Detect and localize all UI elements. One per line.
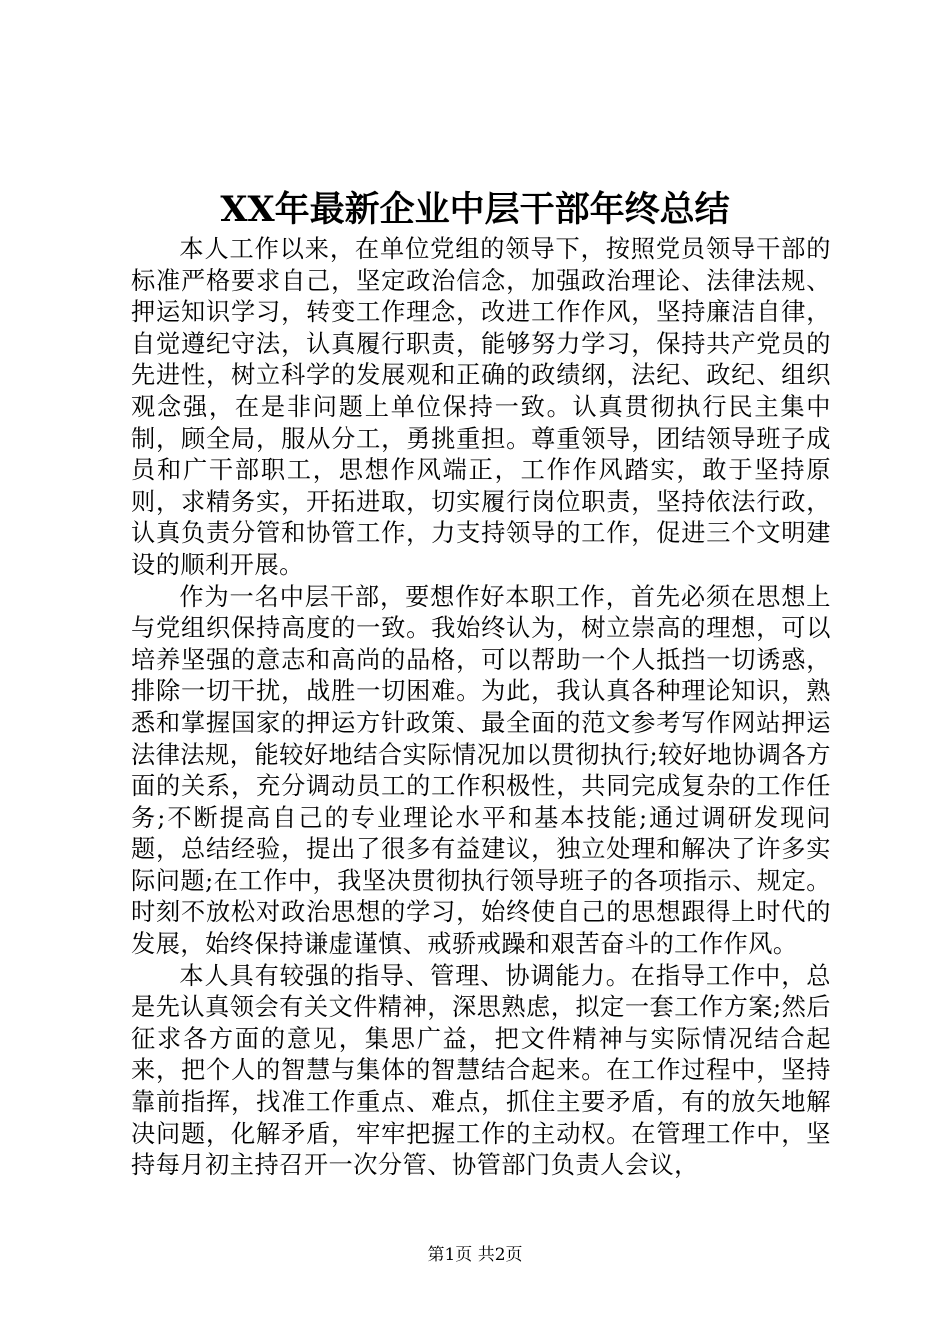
paragraph-3: 本人具有较强的指导、管理、协调能力。在指导工作中，总是先认真领会有关文件精神，深思熟虑，拟定一套工作方案;然后征求各方面的意见，集思广益，把文件精神与实际情况结合起来，把个人的智慧与集体的智慧结合起来。在工作过程中，坚持靠前指挥，找准工作重点、难点，抓住主要矛盾，有的放矢地解决问题，化解矛盾，牢牢把握工作的主动权。在管理工作中，坚持每月初主持召开一次分管、协管部门负责人会议， xyxy=(131,961,831,1180)
paragraph-1: 本人工作以来，在单位党组的领导下，按照党员领导干部的标准严格要求自己，坚定政治信念，加强政治理论、法律法规、押运知识学习，转变工作理念，改进工作作风，坚持廉洁自律，自觉遵纪守法，认真履行职责，能够努力学习，保持共产党员的先进性，树立科学的发展观和正确的政绩纲，法纪、政纪、组织观念强，在是非问题上单位保持一致。认真贯彻执行民主集中制，顾全局，服从分工，勇挑重担。尊重领导，团结领导班子成员和广干部职工，思想作风端正，工作作风踏实，敢于坚持原则，求精务实，开拓进取，切实履行岗位职责，坚持依法行政，认真负责分管和协管工作，力支持领导的工作，促进三个文明建设的顺利开展。 xyxy=(131,235,831,579)
document-title: XX年最新企业中层干部年终总结 xyxy=(220,189,730,230)
document-body xyxy=(131,234,831,1182)
page-footer xyxy=(0,1244,950,1266)
page-number-indicator: 第1页 共2页 xyxy=(427,1245,523,1265)
paragraph-2: 作为一名中层干部，要想作好本职工作，首先必须在思想上与党组织保持高度的一致。我始终认为，树立崇高的理想，可以培养坚强的意志和高尚的品格，可以帮助一个人抵挡一切诱惑，排除一切干扰，战胜一切困难。为此，我认真各种理论知识，熟悉和掌握国家的押运方针政策、最全面的范文参考写作网站押运法律法规，能较好地结合实际情况加以贯彻执行;较好地协调各方面的关系，充分调动员工的工作积极性，共同完成复杂的工作任务;不断提高自己的专业理论水平和基本技能;通过调研发现问题，总结经验，提出了很多有益建议，独立处理和解决了许多实际问题;在工作中，我坚决贯彻执行领导班子的各项指示、规定。时刻不放松对政治思想的学习，始终使自己的思想跟得上时代的发展，始终保持谦虚谨慎、戒骄戒躁和艰苦奋斗的工作作风。 xyxy=(131,582,831,959)
